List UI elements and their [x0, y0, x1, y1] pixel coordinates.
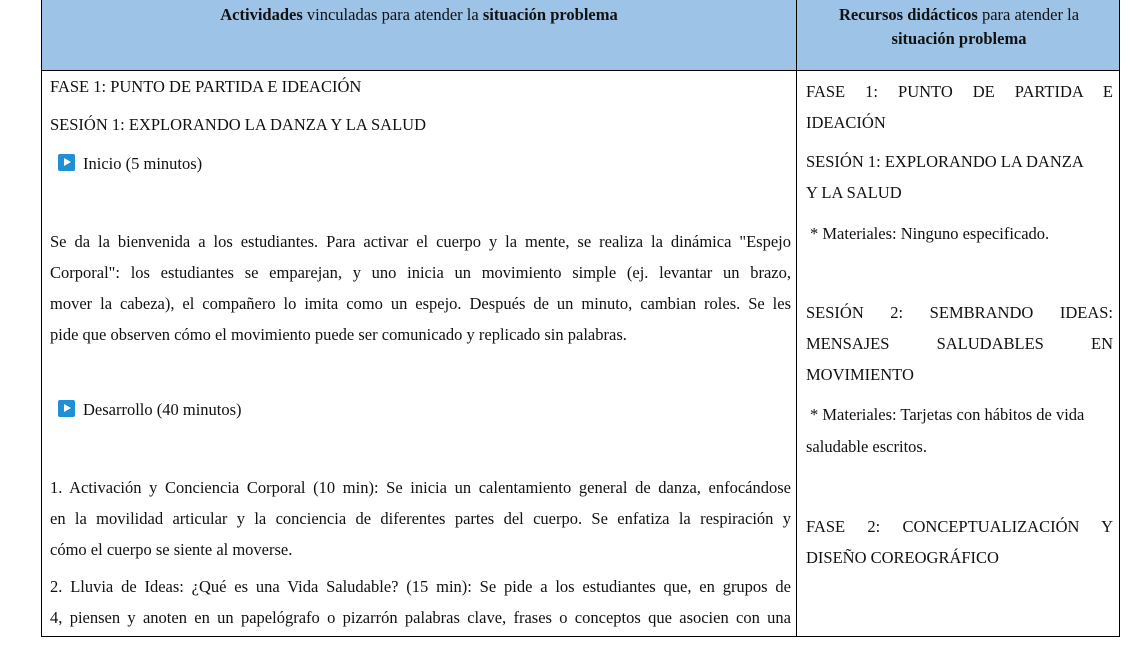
paragraph-line: MOVIMIENTO: [806, 365, 914, 384]
paragraph-line: FASE 1: PUNTO DE PARTIDA E: [806, 82, 1113, 101]
item-2-paragraph: [50, 571, 791, 633]
materials-1: * Materiales: Ninguno especificado.: [810, 224, 1050, 243]
play-icon: [58, 400, 75, 417]
inicio-paragraph: [50, 226, 791, 350]
inicio-heading: [58, 154, 202, 174]
paragraph-line: SESIÓN 1: EXPLORANDO LA DANZA: [806, 152, 1084, 171]
resources-session1: [806, 146, 1113, 208]
paragraph-line: 1. Activación y Conciencia Corporal (10 min): Se inicia un calentamiento general de danza, enfocándose: [50, 478, 791, 497]
header-resources-mid: para atender la: [977, 5, 1080, 24]
play-icon: [58, 154, 75, 171]
paragraph-line: Corporal": los estudiantes se emparejan, y uno inicia un movimiento simple (ej. levantar un brazo,: [50, 263, 791, 282]
paragraph-line: en la movilidad articular y la conciencia de diferentes partes del cuerpo. Se enfatiza la respiración y: [50, 509, 791, 528]
session-title: SESIÓN 1: EXPLORANDO LA DANZA Y LA SALUD: [50, 115, 426, 134]
paragraph-line: Se da la bienvenida a los estudiantes. Para activar el cuerpo y la mente, se realiza la dinámica "Espejo: [50, 232, 791, 251]
paragraph-line: saludable escritos.: [806, 437, 927, 456]
header-resources: [798, 2, 1120, 51]
header-activities: [42, 2, 796, 27]
paragraph-line: mover la cabeza), el compañero lo imita como un espejo. Después de un minuto, cambian roles. Se les: [50, 294, 791, 313]
paragraph-line: pide que observen cómo el movimiento puede ser comunicado y replicado sin palabras.: [50, 325, 627, 344]
materials-2: [806, 399, 1113, 463]
paragraph-line: MENSAJES SALUDABLES EN: [806, 334, 1113, 353]
header-activities-bold2: situación problema: [482, 5, 618, 24]
paragraph-line: SESIÓN 2: SEMBRANDO IDEAS:: [806, 303, 1113, 322]
paragraph-line: IDEACIÓN: [806, 113, 886, 132]
desarrollo-heading: [58, 400, 242, 420]
header-resources-bold2: situación problema: [891, 29, 1027, 48]
inicio-label: Inicio (5 minutos): [83, 154, 203, 173]
header-activities-mid: vinculadas para atender la: [302, 5, 483, 24]
resources-phase2: [806, 511, 1113, 573]
paragraph-line: FASE 2: CONCEPTUALIZACIÓN Y: [806, 517, 1113, 536]
header-activities-bold: Actividades: [220, 5, 303, 24]
resources-phase1: [806, 76, 1113, 138]
paragraph-line: DISEÑO COREOGRÁFICO: [806, 548, 999, 567]
header-resources-bold: Recursos didácticos: [838, 5, 978, 24]
resources-session2: [806, 297, 1113, 390]
column-divider: [796, 0, 797, 637]
paragraph-line: Y LA SALUD: [806, 183, 902, 202]
paragraph-line: 2. Lluvia de Ideas: ¿Qué es una Vida Saludable? (15 min): Se pide a los estudiantes que, en grupos de: [50, 577, 791, 596]
desarrollo-label: Desarrollo (40 minutos): [83, 400, 242, 419]
paragraph-line: * Materiales: Tarjetas con hábitos de vida: [810, 405, 1085, 424]
paragraph-line: cómo el cuerpo se siente al moverse.: [50, 540, 293, 559]
item-1-paragraph: [50, 472, 791, 565]
phase-title: FASE 1: PUNTO DE PARTIDA E IDEACIÓN: [50, 77, 362, 96]
paragraph-line: 4, piensen y anoten en un papelógrafo o pizarrón palabras clave, frases o conceptos que asocien con una: [50, 608, 791, 627]
